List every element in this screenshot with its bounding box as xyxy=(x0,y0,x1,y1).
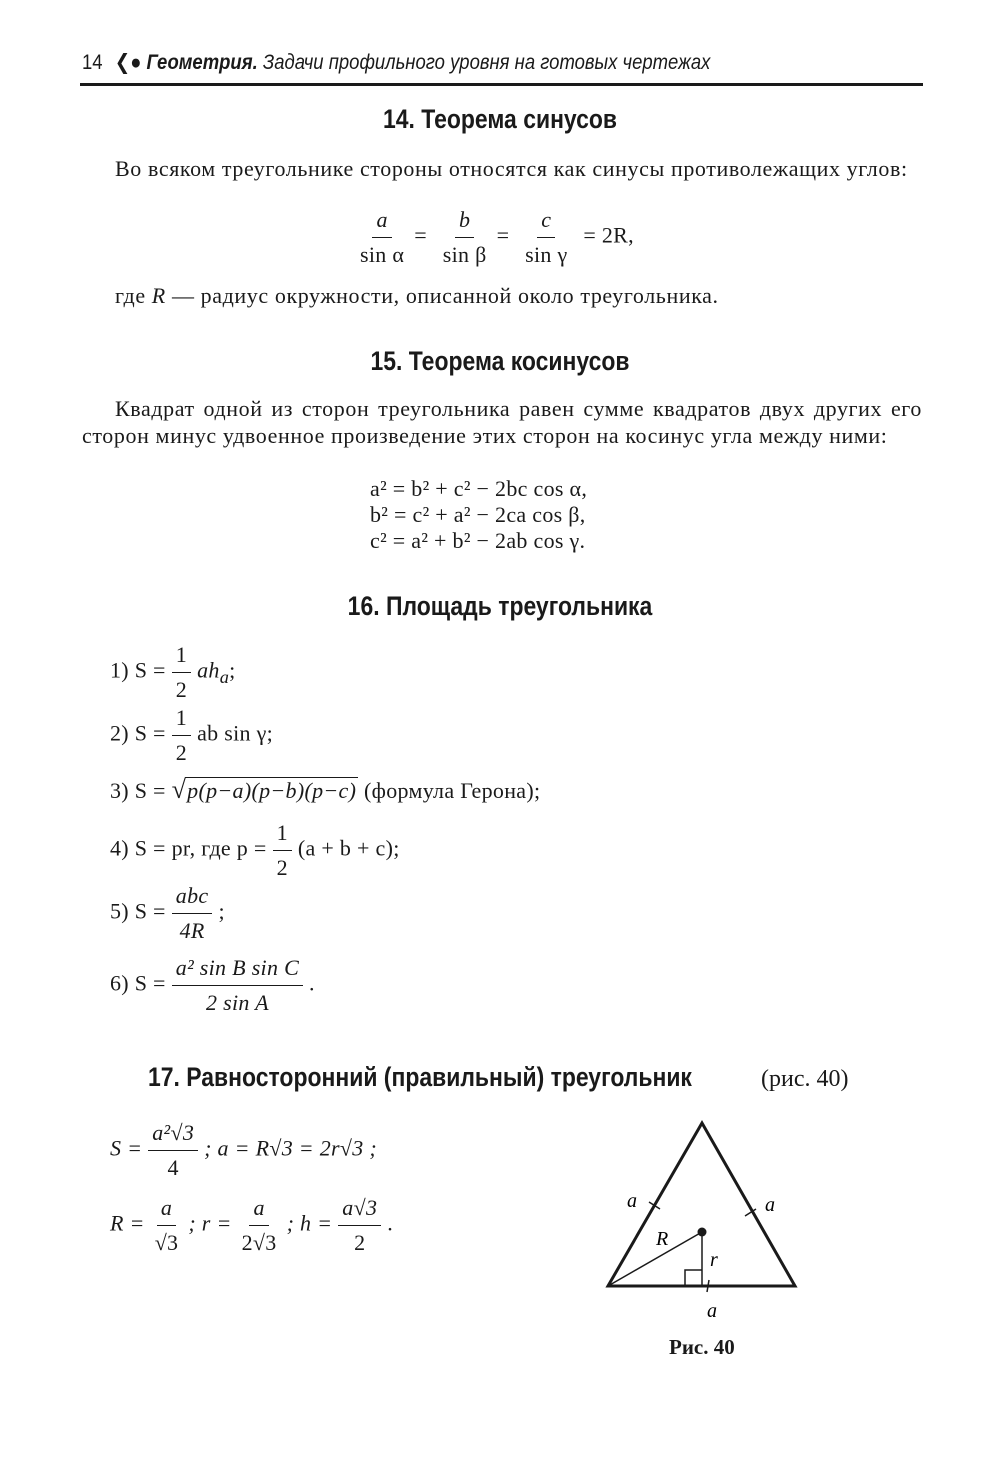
center-point xyxy=(698,1228,707,1237)
page-number: 14 xyxy=(82,51,103,74)
section-title-15: 15. Теорема косинусов xyxy=(370,346,630,376)
header-ornament: ❮● xyxy=(114,51,142,74)
section-title-16: 16. Площадь треугольника xyxy=(347,591,653,621)
side-label-left: a xyxy=(627,1190,637,1212)
equilateral-radii-formula: R = $\frac{a}{√3}$ ; r = $\frac{a}{2√3}$ ; h = $\frac{a√3}{2}$ . xyxy=(110,1195,394,1255)
cosine-formula: c² = a² + b² − 2ab cos γ. xyxy=(370,528,586,553)
book-title: Геометрия. xyxy=(146,51,258,74)
section-title-14: 14. Теорема синусов xyxy=(382,104,618,134)
section-title-17: 17. Равносторонний (правильный) треугольник (рис. 40) xyxy=(148,1062,849,1092)
area-formula-heron: 3) S = √p(p−a)(p−b)(p−c) (формула Герона); xyxy=(110,775,541,804)
area-formula-5: 5) S = abc 4R ; xyxy=(110,883,225,943)
book-subtitle: Задачи профильного уровня на готовых чертежах xyxy=(262,51,711,74)
area-formula-1: 1) S = $\frac{1}{2}$ $ah_a$; xyxy=(110,642,236,702)
inradius-label: r xyxy=(710,1249,718,1271)
area-formula-2: 2) S = $\frac{1}{2}$ ab sin γ; xyxy=(110,705,274,765)
figure-caption: Рис. 40 xyxy=(669,1335,735,1359)
area-formula-4: 4) S = pr, где p = $\frac{1}{2}$ (a + b + c); xyxy=(110,820,400,880)
sines-formula: $\frac{a}{\text{sin α}}$ = $\frac{b}{\text{sin β}}$ = $\frac{c}{\text{sin γ}}$ = 2R, xyxy=(360,207,634,267)
sines-text: Во всяком треугольнике стороны относятся как синусы противолежащих углов: xyxy=(115,156,908,181)
circumradius-label: R xyxy=(656,1228,669,1250)
equilateral-area-formula: S = $\frac{\text{a²√3}}{4}$ ; a = R√3 = 2r√3 ; xyxy=(110,1120,378,1180)
side-label-bottom: a xyxy=(707,1300,717,1322)
area-formula-6: 6) S = $\frac{\text{a² sin B sin C}}{\text{2 sin A}}$ . xyxy=(110,955,315,1015)
side-label-right: a xyxy=(765,1194,775,1216)
tick-mark xyxy=(707,1280,709,1292)
sines-note: где R — радиус окружности, описанной около треугольника. xyxy=(115,283,719,308)
right-angle-mark xyxy=(685,1270,702,1286)
cosines-text: Квадрат одной из сторон треугольника равен сумме квадратов двух других его сторон минус удвоенное произведение этих сторон на косинус угла между ними: xyxy=(82,396,922,448)
cosine-formula: a² = b² + c² − 2bc cos α, xyxy=(370,476,588,501)
cosine-formula: b² = c² + a² − 2ca cos β, xyxy=(370,502,586,527)
